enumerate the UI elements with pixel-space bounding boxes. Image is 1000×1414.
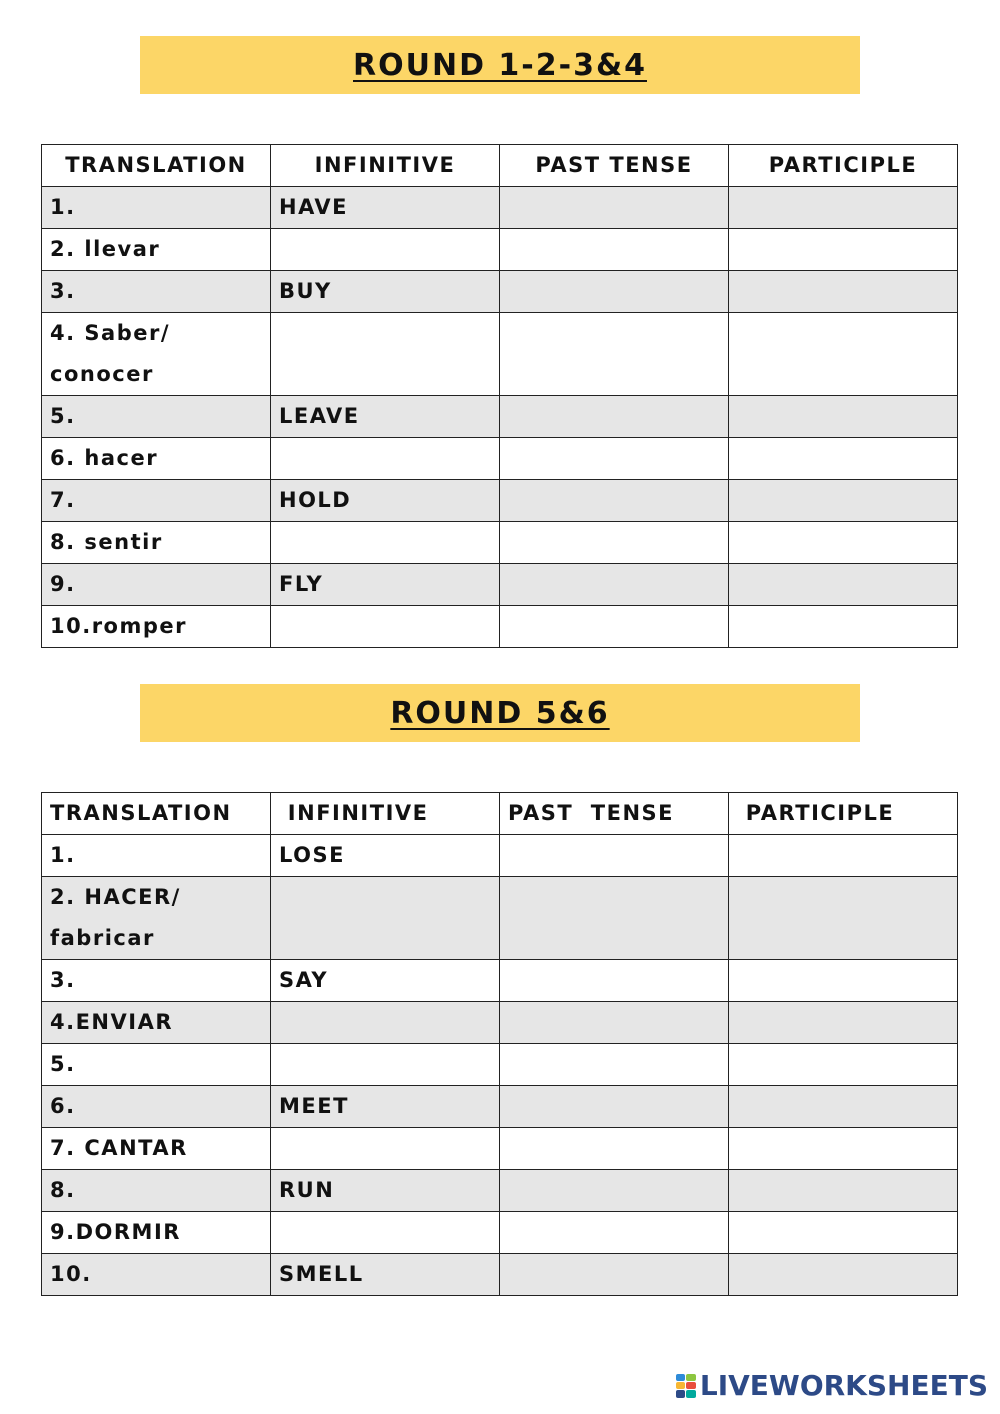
infinitive-cell[interactable]: SMELL	[271, 1254, 500, 1296]
table-row	[42, 1002, 958, 1044]
translation-cell: 9.	[42, 564, 271, 606]
table-row	[42, 480, 958, 522]
past-tense-cell[interactable]	[500, 438, 729, 480]
translation-cell: 9.DORMIR	[42, 1212, 271, 1254]
round-1-title: ROUND 1-2-3&4	[353, 47, 647, 83]
round-2-title: ROUND 5&6	[390, 695, 610, 731]
table-row	[42, 229, 958, 271]
participle-cell[interactable]	[729, 1044, 958, 1086]
infinitive-cell[interactable]	[271, 522, 500, 564]
infinitive-cell[interactable]	[271, 1002, 500, 1044]
header-past-tense: PAST TENSE	[500, 145, 729, 187]
past-tense-cell[interactable]	[500, 564, 729, 606]
participle-cell[interactable]	[729, 835, 958, 877]
header-infinitive: INFINITIVE	[271, 793, 500, 835]
translation-cell: 10.	[42, 1254, 271, 1296]
past-tense-cell[interactable]	[500, 229, 729, 271]
table-row	[42, 396, 958, 438]
translation-cell: 8. sentir	[42, 522, 271, 564]
infinitive-cell[interactable]	[271, 1128, 500, 1170]
participle-cell[interactable]	[729, 877, 958, 960]
translation-cell: 4.ENVIAR	[42, 1002, 271, 1044]
participle-cell[interactable]	[729, 313, 958, 396]
table-row	[42, 1044, 958, 1086]
translation-cell: 1.	[42, 835, 271, 877]
liveworksheets-logo-text: LIVEWORKSHEETS	[699, 1369, 988, 1402]
translation-cell: 5.	[42, 396, 271, 438]
infinitive-cell[interactable]: HOLD	[271, 480, 500, 522]
infinitive-cell[interactable]	[271, 1044, 500, 1086]
past-tense-cell[interactable]	[500, 522, 729, 564]
table-row	[42, 522, 958, 564]
past-tense-cell[interactable]	[500, 1044, 729, 1086]
past-tense-cell[interactable]	[500, 1002, 729, 1044]
liveworksheets-logo	[676, 1369, 988, 1402]
infinitive-cell[interactable]	[271, 877, 500, 960]
participle-cell[interactable]	[729, 606, 958, 648]
header-infinitive: INFINITIVE	[271, 145, 500, 187]
participle-cell[interactable]	[729, 564, 958, 606]
participle-cell[interactable]	[729, 271, 958, 313]
past-tense-cell[interactable]	[500, 313, 729, 396]
past-tense-cell[interactable]	[500, 1212, 729, 1254]
translation-cell: 7. CANTAR	[42, 1128, 271, 1170]
header-participle: PARTICIPLE	[729, 793, 958, 835]
table-row	[42, 1254, 958, 1296]
translation-cell: 8.	[42, 1170, 271, 1212]
past-tense-cell[interactable]	[500, 480, 729, 522]
infinitive-cell[interactable]: LOSE	[271, 835, 500, 877]
translation-cell: 10.romper	[42, 606, 271, 648]
translation-cell: 3.	[42, 960, 271, 1002]
past-tense-cell[interactable]	[500, 835, 729, 877]
translation-cell: 5.	[42, 1044, 271, 1086]
infinitive-cell[interactable]: FLY	[271, 564, 500, 606]
table-row	[42, 313, 958, 396]
translation-cell: 6. hacer	[42, 438, 271, 480]
participle-cell[interactable]	[729, 1212, 958, 1254]
participle-cell[interactable]	[729, 1086, 958, 1128]
table-header-row	[42, 145, 958, 187]
table-row	[42, 1086, 958, 1128]
past-tense-cell[interactable]	[500, 1170, 729, 1212]
past-tense-cell[interactable]	[500, 877, 729, 960]
past-tense-cell[interactable]	[500, 606, 729, 648]
participle-cell[interactable]	[729, 1128, 958, 1170]
infinitive-cell[interactable]: BUY	[271, 271, 500, 313]
round-1-table	[41, 144, 958, 648]
participle-cell[interactable]	[729, 522, 958, 564]
past-tense-cell[interactable]	[500, 271, 729, 313]
translation-cell: 2. llevar	[42, 229, 271, 271]
table-row	[42, 606, 958, 648]
participle-cell[interactable]	[729, 1170, 958, 1212]
table-row	[42, 1212, 958, 1254]
header-translation: TRANSLATION	[42, 793, 271, 835]
participle-cell[interactable]	[729, 480, 958, 522]
participle-cell[interactable]	[729, 1254, 958, 1296]
participle-cell[interactable]	[729, 229, 958, 271]
past-tense-cell[interactable]	[500, 1254, 729, 1296]
infinitive-cell[interactable]: HAVE	[271, 187, 500, 229]
participle-cell[interactable]	[729, 187, 958, 229]
infinitive-cell[interactable]: LEAVE	[271, 396, 500, 438]
infinitive-cell[interactable]	[271, 313, 500, 396]
past-tense-cell[interactable]	[500, 1128, 729, 1170]
translation-cell: 3.	[42, 271, 271, 313]
participle-cell[interactable]	[729, 960, 958, 1002]
table-row	[42, 877, 958, 960]
header-participle: PARTICIPLE	[729, 145, 958, 187]
infinitive-cell[interactable]	[271, 1212, 500, 1254]
table-row	[42, 960, 958, 1002]
table-row	[42, 835, 958, 877]
table-row	[42, 438, 958, 480]
round-2-table	[41, 792, 958, 1296]
past-tense-cell[interactable]	[500, 960, 729, 1002]
header-translation: TRANSLATION	[42, 145, 271, 187]
table-row	[42, 1128, 958, 1170]
table-row	[42, 187, 958, 229]
round-2-banner	[140, 684, 860, 742]
participle-cell[interactable]	[729, 1002, 958, 1044]
infinitive-cell[interactable]	[271, 606, 500, 648]
infinitive-cell[interactable]: SAY	[271, 960, 500, 1002]
table-header-row	[42, 793, 958, 835]
translation-cell: 7.	[42, 480, 271, 522]
past-tense-cell[interactable]	[500, 187, 729, 229]
table-row	[42, 1170, 958, 1212]
past-tense-cell[interactable]	[500, 396, 729, 438]
translation-cell: 6.	[42, 1086, 271, 1128]
infinitive-cell[interactable]	[271, 229, 500, 271]
participle-cell[interactable]	[729, 396, 958, 438]
infinitive-cell[interactable]	[271, 438, 500, 480]
table-row	[42, 564, 958, 606]
past-tense-cell[interactable]	[500, 1086, 729, 1128]
translation-cell: 1.	[42, 187, 271, 229]
liveworksheets-logo-icon	[676, 1374, 696, 1398]
header-past-tense: PAST TENSE	[500, 793, 729, 835]
round-1-banner	[140, 36, 860, 94]
translation-cell: 4. Saber/ conocer	[42, 313, 271, 396]
translation-cell: 2. HACER/ fabricar	[42, 877, 271, 960]
infinitive-cell[interactable]: MEET	[271, 1086, 500, 1128]
table-row	[42, 271, 958, 313]
participle-cell[interactable]	[729, 438, 958, 480]
infinitive-cell[interactable]: RUN	[271, 1170, 500, 1212]
